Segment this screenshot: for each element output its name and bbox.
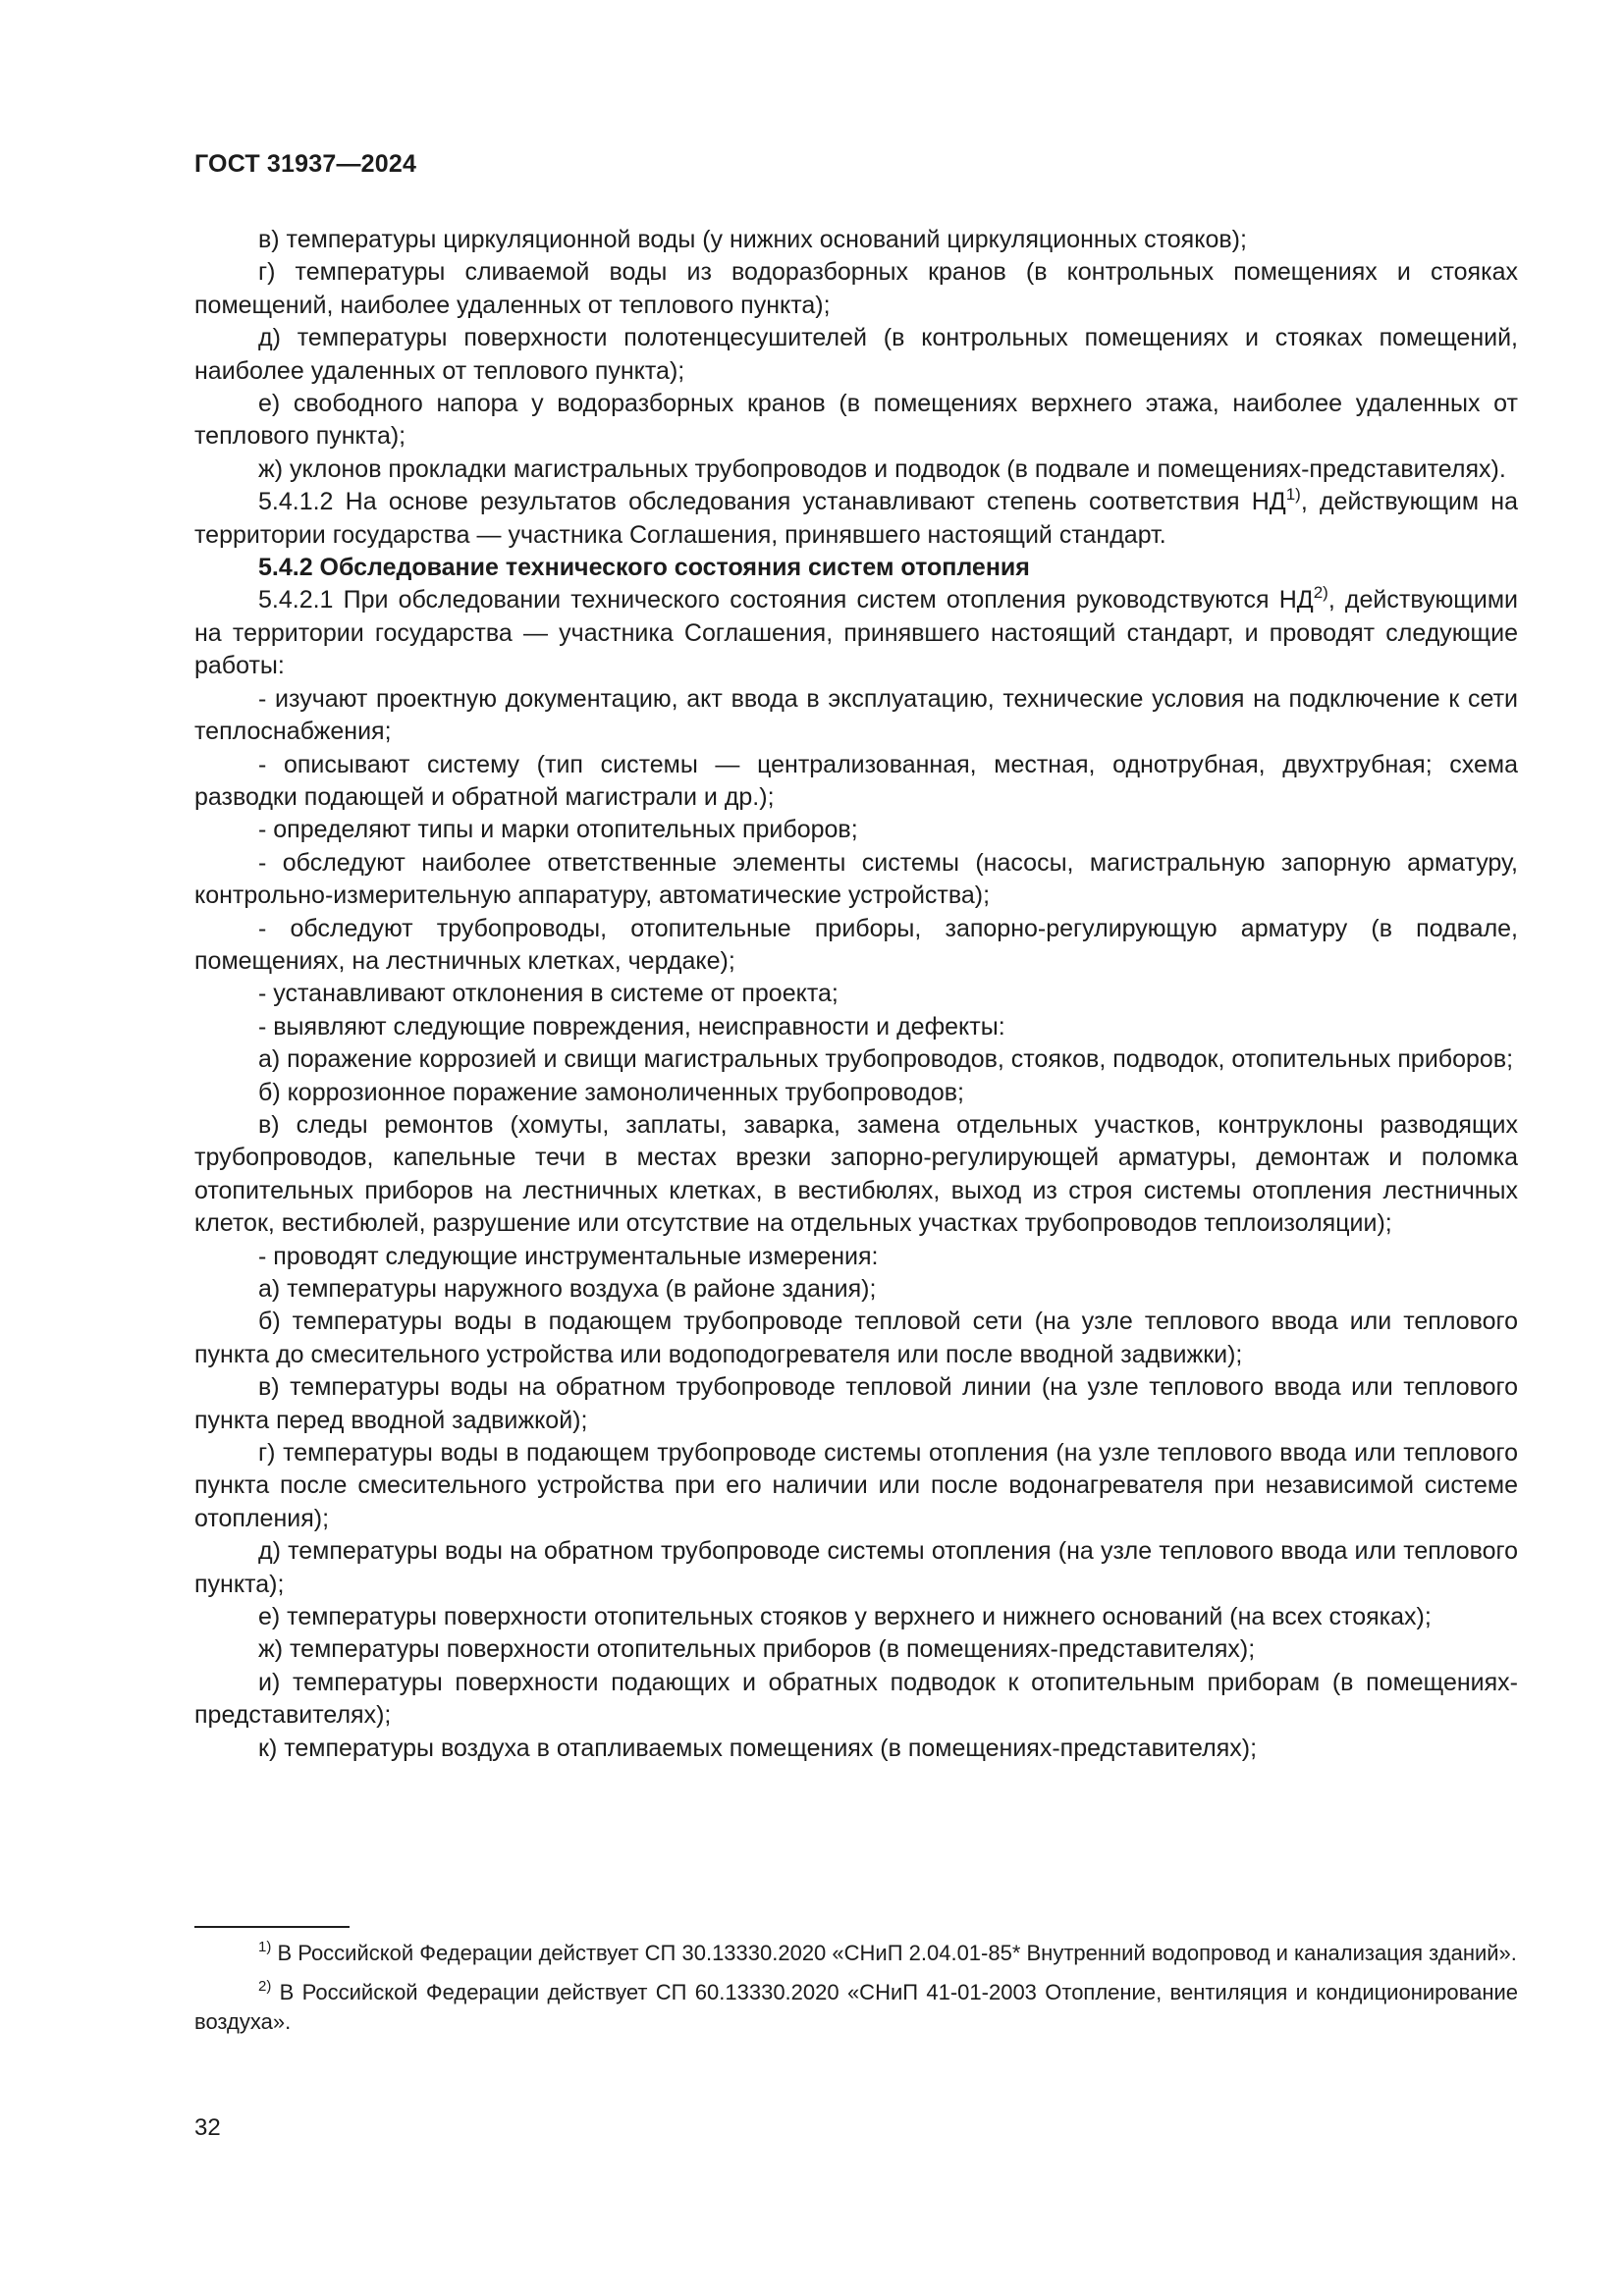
footnote-ref-2: 2): [1313, 583, 1328, 603]
clause-5-4-2-1: [194, 584, 1518, 682]
list-item: е) температуры поверхности отопительных стояков у верхнего и нижнего оснований (на всех стояках);: [258, 1603, 1432, 1631]
footnote-text: В Российской Федерации действует СП 60.13330.2020 «СНиП 41-01-2003 Отопление, вентиляция и кондиционирование воздуха».: [194, 1980, 1518, 2034]
list-item: ж) уклонов прокладки магистральных трубопроводов и подводок (в подвале и помещениях-представителях).: [258, 454, 1506, 483]
list-item: д) температуры воды на обратном трубопроводе системы отопления (на узле теплового ввода или теплового пункта);: [194, 1537, 1518, 1598]
footnote-text: В Российской Федерации действует СП 30.13330.2020 «СНиП 2.04.01-85* Внутренний водопровод и канализация зданий».: [271, 1941, 1517, 1965]
page-number: 32: [194, 2114, 221, 2141]
dash-item: - изучают проектную документацию, акт ввода в эксплуатацию, технические условия на подключение к сети теплоснабжения;: [194, 684, 1518, 746]
list-item: в) температуры циркуляционной воды (у нижних оснований циркуляционных стояков);: [258, 226, 1247, 253]
dash-item: - определяют типы и марки отопительных приборов;: [258, 816, 858, 844]
list-item: и) температуры поверхности подающих и обратных подводок к отопительным приборам (в помещениях-представителях);: [194, 1668, 1518, 1730]
dash-item: - описывают систему (тип системы — централизованная, местная, однотрубная, двухтрубная; схема разводки подающей и обратной магистрали и др.);: [194, 750, 1518, 811]
dash-item: - выявляют следующие повреждения, неисправности и дефекты:: [258, 1012, 1005, 1041]
footnote-mark: 2): [258, 1978, 272, 1995]
list-item: г) температуры воды в подающем трубопроводе системы отопления (на узле теплового ввода или теплового пункта после смесительного устройства при его наличии или после водонагревателя при независимой системе отопления);: [194, 1439, 1518, 1532]
footnote-ref-1: 1): [1285, 485, 1301, 505]
list-item: к) температуры воздуха в отапливаемых помещениях (в помещениях-представителях);: [258, 1734, 1258, 1762]
clause-text: 5.4.2.1 При обследовании технического состояния систем отопления руководствуются НД: [258, 586, 1314, 614]
list-item: б) температуры воды в подающем трубопроводе тепловой сети (на узле теплового ввода или теплового пункта до смесительного устройства или водоподогревателя или после вводной задвижки);: [194, 1308, 1518, 1368]
list-item: г) температуры сливаемой воды из водоразборных кранов (в контрольных помещениях и стояках помещений, наиболее удаленных от теплового пункта);: [194, 258, 1518, 319]
list-item: б) коррозионное поражение замоноличенных трубопроводов;: [258, 1078, 964, 1106]
list-item: а) поражение коррозией и свищи магистральных трубопроводов, стояков, подводок, отопительных приборов;: [258, 1045, 1514, 1074]
list-item: в) температуры воды на обратном трубопроводе тепловой линии (на узле теплового ввода или теплового пункта перед вводной задвижкой);: [194, 1373, 1518, 1434]
footnote-mark: 1): [258, 1939, 272, 1955]
footnote-2: [194, 1978, 1518, 2037]
list-item: в) следы ремонтов (хомуты, заплаты, заварка, замена отдельных участков, контруклоны разводящих трубопроводов, капельные течи в местах врезки запорно-регулирующей арматуры, демонтаж и поломка отопительных приборов на лестничных клетках, в вестибюлях, выход из строя системы отопления лестничных клеток, вестибюлей, разрушение или отсутствие на отдельных участках трубопроводов теплоизоляции);: [194, 1110, 1518, 1238]
section-heading: 5.4.2 Обследование технического состояния систем отопления: [258, 554, 1030, 582]
footnotes: [194, 1939, 1518, 2047]
clause-text: 5.4.1.2 На основе результатов обследования устанавливают степень соответствия НД: [258, 488, 1286, 516]
list-item: ж) температуры поверхности отопительных приборов (в помещениях-представителях);: [258, 1635, 1256, 1664]
list-item: а) температуры наружного воздуха (в районе здания);: [258, 1275, 877, 1303]
document-code-header: ГОСТ 31937—2024: [194, 150, 417, 178]
list-item: д) температуры поверхности полотенцесушителей (в контрольных помещениях и стояках помещений, наиболее удаленных от теплового пункта);: [194, 324, 1518, 385]
body-text: [194, 224, 1518, 1765]
footnote-1: [194, 1939, 1518, 1968]
clause-5-4-1-2: [194, 486, 1518, 552]
dash-item: - устанавливают отклонения в системе от проекта;: [258, 980, 839, 1008]
dash-item: - обследуют наиболее ответственные элементы системы (насосы, магистральную запорную арматуру, контрольно-измерительную аппаратуру, автоматические устройства);: [194, 848, 1518, 910]
dash-item: - проводят следующие инструментальные измерения:: [258, 1242, 879, 1270]
clause-text: , действующим на территории государства — участника Соглашения, принявшего настоящий стандарт.: [194, 488, 1518, 549]
dash-item: - обследуют трубопроводы, отопительные приборы, запорно-регулирующую арматуру (в подвале, помещениях, на лестничных клетках, чердаке);: [194, 914, 1518, 975]
list-item: е) свободного напора у водоразборных кранов (в помещениях верхнего этажа, наиболее удаленных от теплового пункта);: [194, 390, 1518, 451]
footnote-divider: [194, 1926, 350, 1928]
clause-text: , действующими на территории государства — участника Соглашения, принявшего настоящий стандарт, и проводят следующие работы:: [194, 586, 1518, 680]
